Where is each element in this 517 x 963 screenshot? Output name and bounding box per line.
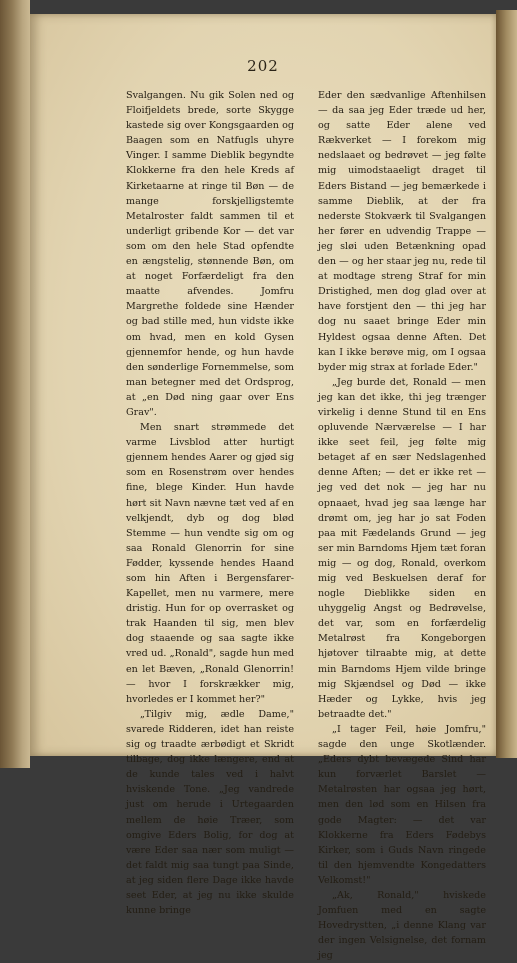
paragraph: „Jeg burde det, Ronald — men jeg kan det ikke, thi jeg trænger virkelig i denne Stund til en Ens opluvende Nærværelse — I har ikke seet feil, jeg følte mig betaget af en sær Nedslagenhed denne Aften; — det er ikke ret — jeg ved det nok — jeg har nu opnaaet, hvad jeg saa længe har drømt om, jeg har jo sat Foden paa mit Fædelands Grund — jeg ser min Barndoms Hjem tæt foran mig — og dog, Ronald, overkom mig ved Beskuelsen deraf for nogle Dieblikke siden en uhyggelig Angst og Bedrøvelse, det var, som en forfærdelig Metalrøst fra Kongeborgen hjøtover tilraabte mig, at dette min Barndoms Hjem vilde bringe mig Skjændsel og Død — ikke Hæder og Lykke, hvis jeg betraadte det." xyxy=(318,376,486,720)
left-column xyxy=(126,88,294,917)
paragraph: „Tilgiv mig, ædle Dame," svarede Ridderen, idet han reiste sig og traadte ærbødigt et Skridt tilbage, dog ikke længere, end at de kunde tales ved i halvt hviskende Tone. „Jeg vandrede just om herude i Urtegaarden mellem de høie Træer, som omgive Eders Bolig, for dog at være Eder saa nær som muligt — det faldt mig saa tungt paa Sinde, at jeg siden flere Dage ikke havde seet Eder, at jeg nu ikke skulde kunne bringe xyxy=(126,708,294,917)
right-column xyxy=(318,88,486,962)
page-number: 202 xyxy=(247,57,279,75)
paragraph: Men snart strømmede det varme Livsblod atter hurtigt gjennem hendes Aarer og gjød sig som en Rosenstrøm over hendes fine, blege Kinder. Hun havde hørt sit Navn nævne tæt ved af en velkjendt, dyb og dog blød Stemme — hun vendte sig om og saa Ronald Glenorrin for sine Fødder, kyssende hendes Haand som hin Aften i Bergensfarer-Kapellet, men nu varmere, mere dristig. Hun for op overrasket og trak Haanden til sig, men blev dog staaende og saa sagte ikke vred ud. „Ronald", sagde hun med en let Bæven, „Ronald Glenorrin! — hvor I forskrækker mig, hvorledes er I kommet her?" xyxy=(126,422,294,705)
book-spine xyxy=(0,0,30,768)
paragraph: Eder den sædvanlige Aftenhilsen — da saa jeg Eder træde ud her, og satte Eder alene ved Rækverket — I forekom mig nedslaaet og bedrøvet — jeg følte mig uimodstaaeligt draget til Eders Bistand — jeg bemærkede i samme Dieblik, at der fra nederste Stokværk til Svalgangen her fører en udvendig Trappe — jeg sløi uden Betænkning opad den — og her staar jeg nu, rede til at modtage streng Straf for min Dristighed, men dog glad over at have forstjent den — thi jeg har dog nu saaet bringe Eder min Hyldest ogsaa denne Aften. Det kan I ikke berøve mig, om I ogsaa byder mig strax at forlade Eder." xyxy=(318,90,486,373)
paragraph: „Ak, Ronald," hviskede Jomfuen med en sagte Hovedrystten, „i denne Klang var der ingen Velsignelse, det fornam jeg xyxy=(318,889,486,962)
page-edge xyxy=(496,10,517,758)
book-page xyxy=(30,14,496,962)
paragraph: „I tager Feil, høie Jomfru," sagde den unge Skotlænder. „Eders dybt bevægede Sind har kun forværlet Barslet — Metalrøsten har ogsaa jeg hørt, men den lød som en Hilsen fra gode Magter: — det var Klokkerne fra Eders Fødebys Kirker, som i Guds Navn ringede til den hjemvendte Kongedatters Velkomst!" xyxy=(318,723,486,886)
paragraph: Svalgangen. Nu gik Solen ned og Floifjeldets brede, sorte Skygge kastede sig over Kongsgaarden og Baagen som en Natfugls uhyre Vinger. I samme Dieblik begyndte Klokkerne fra den hele Kreds af Kirketaarne at ringe til Bøn — de mange forskjelligstemte Metalroster faldt sammen til et underligt gribende Kor — det var som om den hele Stad opfendte en ængstelig, stønnende Bøn, om at noget Forfærdeligt fra den maatte afvendes. Jomfru Margrethe foldede sine Hænder og bad stille med, hun vidste ikke om hvad, men en kold Gysen gjennemfor hende, og hun havde den sønderlige Fornemmelse, som man betegner med det Ordsprog, at „en Død ning gaar over Ens Grav". xyxy=(126,90,294,418)
